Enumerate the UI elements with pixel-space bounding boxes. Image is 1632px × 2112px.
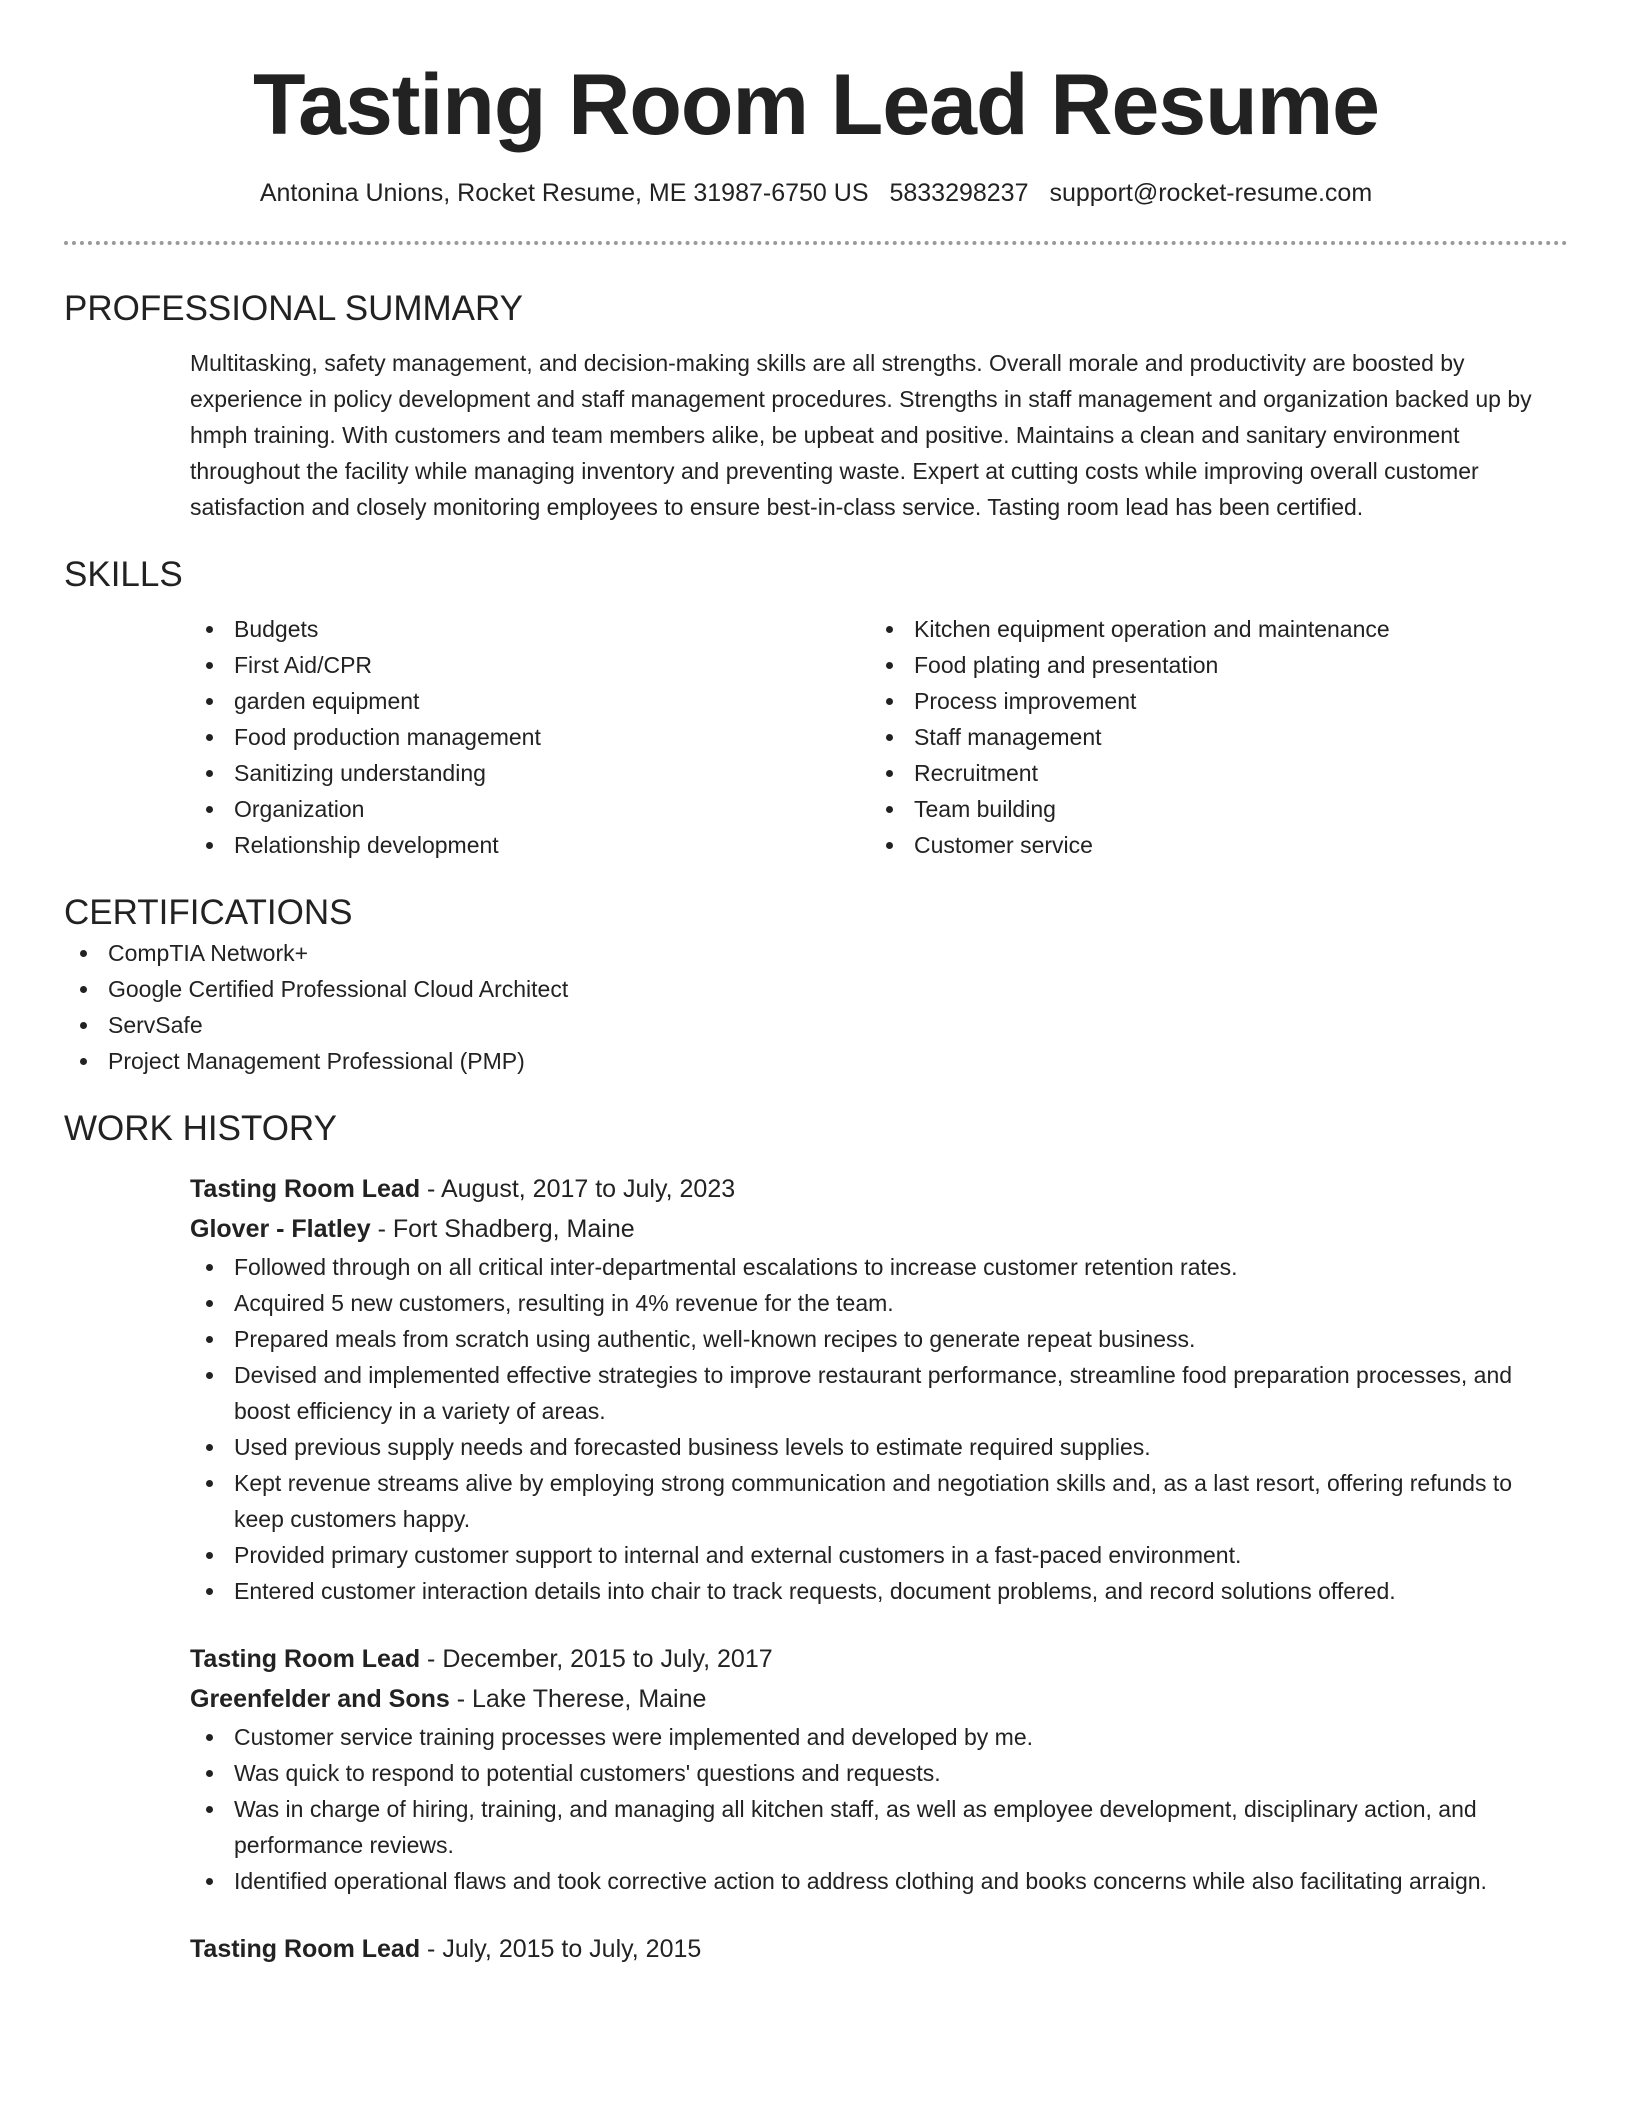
skill-item: Sanitizing understanding: [190, 755, 870, 791]
job-company: Glover - Flatley: [190, 1215, 371, 1243]
certification-item: Google Certified Professional Cloud Architect: [64, 971, 1568, 1007]
job-duties-list: [190, 1249, 1568, 1609]
skill-item: Team building: [870, 791, 1550, 827]
job-entry: [190, 1169, 1568, 1609]
job-duty-item: Used previous supply needs and forecasted business levels to estimate required supplies.: [190, 1429, 1568, 1465]
job-location: - Fort Shadberg, Maine: [370, 1215, 635, 1243]
skill-item: Budgets: [190, 611, 870, 647]
job-dates: - December, 2015 to July, 2017: [420, 1645, 773, 1673]
job-title-line: [190, 1639, 1568, 1679]
job-location: - Lake Therese, Maine: [449, 1685, 707, 1713]
job-dates: - August, 2017 to July, 2023: [420, 1175, 736, 1203]
skill-item: Process improvement: [870, 683, 1550, 719]
certifications-list: [64, 935, 1568, 1079]
resume-title: Tasting Room Lead Resume: [252, 57, 1380, 153]
job-title: Tasting Room Lead: [190, 1645, 421, 1673]
job-duty-item: Acquired 5 new customers, resulting in 4% revenue for the team.: [190, 1285, 1568, 1321]
summary-text: Multitasking, safety management, and decision-making skills are all strengths. Overall morale and productivity are boosted by experience in policy development and staff management procedures. Strengths in staff management and organization backed up by hmph training. With customers and team members alike, be upbeat and positive. Maintains a clean and sanitary environment throughout the facility while managing inventory and preventing waste. Expert at cutting costs while improving overall customer satisfaction and closely monitoring employees to ensure best-in-class service. Tasting room lead has been certified.: [190, 350, 1532, 520]
section-title-certifications: CERTIFICATIONS: [64, 893, 353, 932]
job-duty-item: Provided primary customer support to internal and external customers in a fast-paced environment.: [190, 1537, 1568, 1573]
contact-email: support@rocket-resume.com: [1049, 179, 1373, 207]
skills-column-left: [190, 611, 870, 863]
contact-line: [64, 176, 1568, 210]
skill-item: garden equipment: [190, 683, 870, 719]
job-duty-item: Customer service training processes were implemented and developed by me.: [190, 1719, 1568, 1755]
contact-phone: 5833298237: [889, 179, 1029, 207]
job-dates: - July, 2015 to July, 2015: [420, 1935, 702, 1963]
skill-item: Relationship development: [190, 827, 870, 863]
certification-item: ServSafe: [64, 1007, 1568, 1043]
job-title: Tasting Room Lead: [190, 1175, 421, 1203]
skill-item: Staff management: [870, 719, 1550, 755]
section-title-summary: PROFESSIONAL SUMMARY: [64, 289, 523, 328]
skills-list: [190, 611, 1568, 863]
job-entry: [190, 1929, 1568, 1969]
skill-item: Food plating and presentation: [870, 647, 1550, 683]
job-duties-list: [190, 1719, 1568, 1899]
job-duty-item: Entered customer interaction details into chair to track requests, document problems, and record solutions offered.: [190, 1573, 1568, 1609]
job-title: Tasting Room Lead: [190, 1935, 421, 1963]
skill-item: Recruitment: [870, 755, 1550, 791]
header-divider: [64, 241, 1568, 245]
skill-item: Kitchen equipment operation and maintenance: [870, 611, 1550, 647]
job-duty-item: Was in charge of hiring, training, and managing all kitchen staff, as well as employee development, disciplinary action, and performance reviews.: [190, 1791, 1568, 1863]
job-entry: [190, 1639, 1568, 1899]
job-company-line: [190, 1679, 1568, 1719]
skills-column-right: [870, 611, 1550, 863]
contact-address: Antonina Unions, Rocket Resume, ME 31987-6750 US: [259, 179, 869, 207]
job-title-line: [190, 1169, 1568, 1209]
job-duty-item: Followed through on all critical inter-departmental escalations to increase customer retention rates.: [190, 1249, 1568, 1285]
skill-item: Organization: [190, 791, 870, 827]
skill-item: First Aid/CPR: [190, 647, 870, 683]
section-title-work-history: WORK HISTORY: [64, 1109, 337, 1148]
certification-item: Project Management Professional (PMP): [64, 1043, 1568, 1079]
job-duty-item: Kept revenue streams alive by employing strong communication and negotiation skills and, as a last resort, offering refunds to keep customers happy.: [190, 1465, 1568, 1537]
job-title-line: [190, 1929, 1568, 1969]
job-duty-item: Was quick to respond to potential customers' questions and requests.: [190, 1755, 1568, 1791]
job-duty-item: Prepared meals from scratch using authentic, well-known recipes to generate repeat business.: [190, 1321, 1568, 1357]
certification-item: CompTIA Network+: [64, 935, 1568, 971]
skill-item: Food production management: [190, 719, 870, 755]
section-title-skills: SKILLS: [64, 555, 183, 594]
skill-item: Customer service: [870, 827, 1550, 863]
job-company-line: [190, 1209, 1568, 1249]
job-company: Greenfelder and Sons: [190, 1685, 450, 1713]
job-duty-item: Devised and implemented effective strategies to improve restaurant performance, streamline food preparation processes, and boost efficiency in a variety of areas.: [190, 1357, 1568, 1429]
job-duty-item: Identified operational flaws and took corrective action to address clothing and books concerns while also facilitating arraign.: [190, 1863, 1568, 1899]
